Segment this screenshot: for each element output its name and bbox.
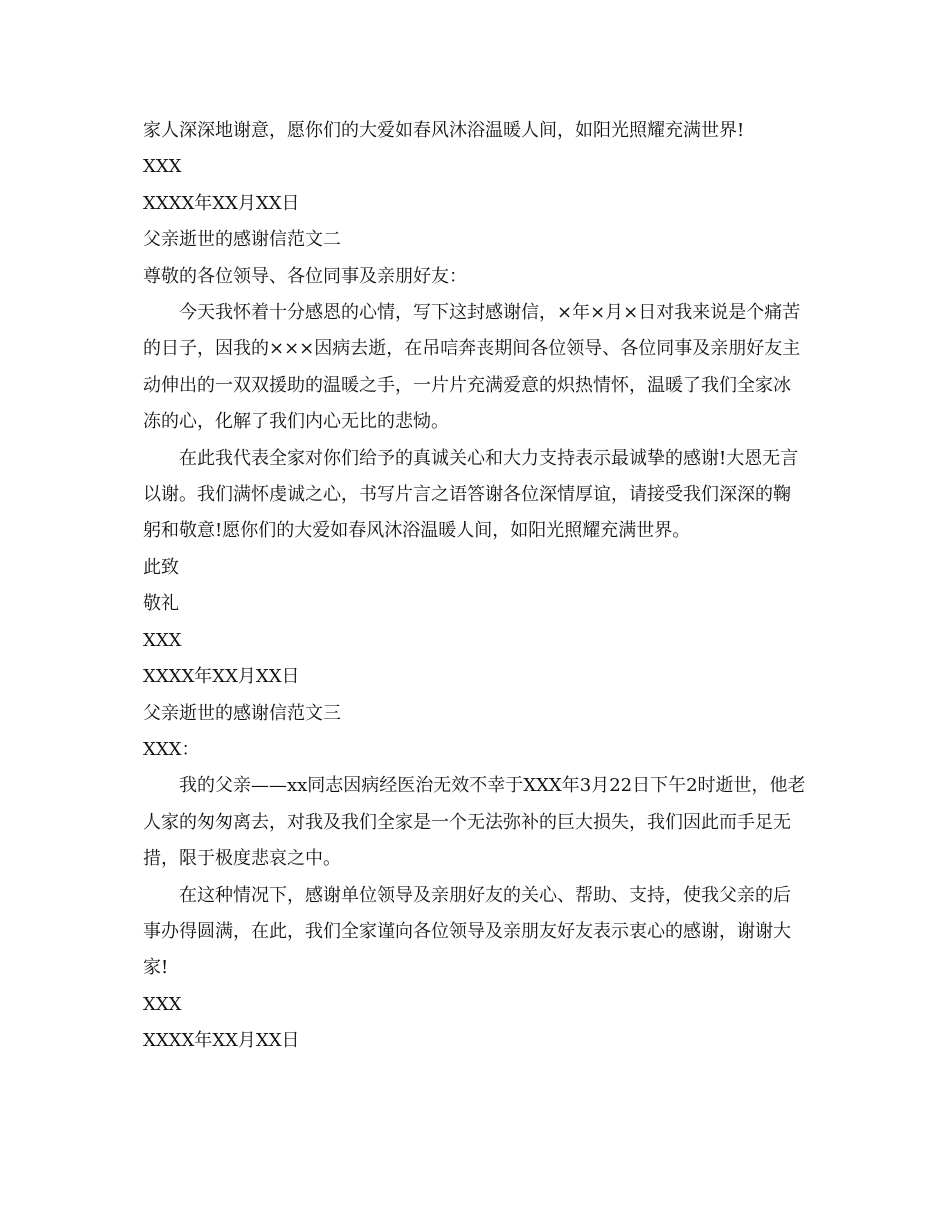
signature-name-1: XXX [143,156,182,178]
letter-title-2: 父亲逝世的感谢信范文二 [143,229,341,251]
letter-3-paragraph-1: 我的父亲——xx同志因病经医治无效不幸于XXX年3月22日下午2时逝世，他老人家的匆匆离去，对我及我们全家是一个无法弥补的巨大损失，我们因此而手足无措，限于极度悲哀之中。 [143,775,806,870]
document-body [143,113,808,1060]
signature-date-1: XXXX年XX月XX日 [143,192,300,214]
signature-name-3: XXX [143,993,182,1015]
signature-name-2: XXX [143,629,182,651]
letter-title-3: 父亲逝世的感谢信范文三 [143,702,341,724]
closing-2b: 敬礼 [143,593,179,615]
signature-date-2: XXXX年XX月XX日 [143,666,300,688]
letter-2-paragraph-1: 今天我怀着十分感恩的心情，写下这封感谢信，×年×月×日对我来说是个痛苦的日子，因我的×××因病去逝，在吊唁奔丧期间各位领导、各位同事及亲朋好友主动伸出的一双双援助的温暖之手，一片片充满爱意的炽热情怀，温暖了我们全家冰冻的心，化解了我们内心无比的悲恸。 [143,302,801,433]
paragraph-continuation: 家人深深地谢意，愿你们的大爱如春风沐浴温暖人间，如阳光照耀充满世界! [143,120,745,141]
salutation-3: XXX： [143,738,200,760]
letter-3-paragraph-2: 在这种情况下，感谢单位领导及亲朋好友的关心、帮助、支持，使我父亲的后事办得圆满，在此，我们全家谨向各位领导及亲朋友好友表示衷心的感谢，谢谢大家! [143,884,791,979]
salutation-2: 尊敬的各位领导、各位同事及亲朋好友： [143,265,467,287]
closing-2a: 此致 [143,556,179,578]
letter-2-paragraph-2: 在此我代表全家对你们给予的真诚关心和大力支持表示最诚挚的感谢!大恩无言以谢。我们满怀虔诚之心，书写片言之语答谢各位深情厚谊，请接受我们深深的鞠躬和敬意!愿你们的大爱如春风沐浴温暖人间，如阳光照耀充满世界。 [143,447,799,542]
signature-date-3: XXXX年XX月XX日 [143,1030,300,1052]
